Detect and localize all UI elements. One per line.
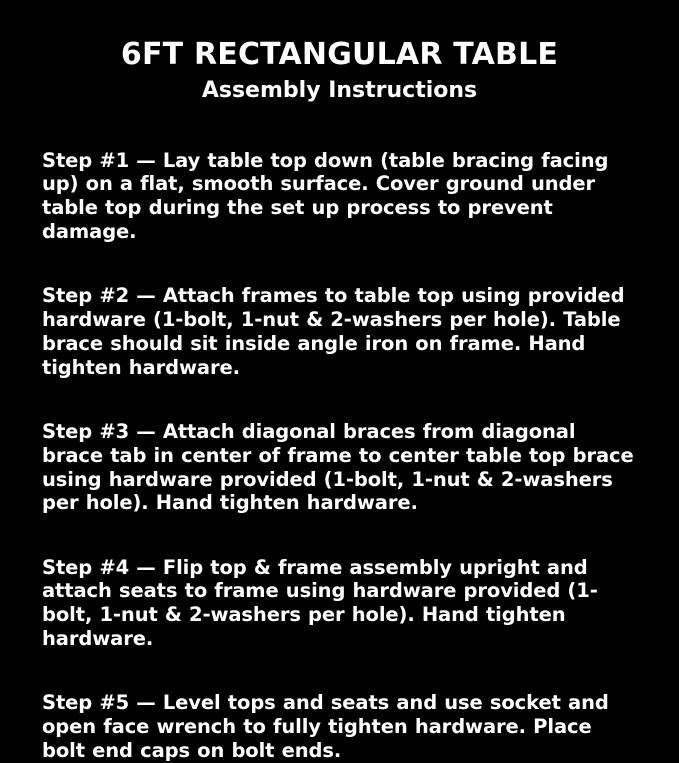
step-label: Step #4 —: [42, 555, 156, 579]
list-item: [42, 284, 637, 379]
step-label: Step #5 —: [42, 691, 156, 715]
step-text: Level tops and seats and use socket and open face wrench to fully tighten hardware. Place bolt end caps on bolt ends.: [42, 691, 609, 762]
step-text: Attach frames to table top using provided hardware (1-bolt, 1-nut & 2-washers per hole). Table brace should sit inside angle iron on frame. Hand tighten hardware.: [42, 284, 625, 379]
step-text: Lay table top down (table bracing facing up) on a flat, smooth surface. Cover ground under table top during the set up process to prevent damage.: [42, 148, 609, 244]
list-item: [42, 556, 637, 651]
list-item: [42, 691, 637, 762]
list-item: [42, 149, 637, 244]
step-label: Step #2 —: [42, 284, 156, 308]
list-item: [42, 420, 637, 515]
step-label: Step #3 —: [42, 419, 156, 443]
step-text: Flip top & frame assembly upright and attach seats to frame using hardware provided (1-bolt, 1-nut & 2-washers per hole). Hand tighten hardware.: [42, 555, 598, 650]
step-text: Attach diagonal braces from diagonal brace tab in center of frame to center table top brace using hardware provided (1-bolt, 1-nut & 2-washers per hole). Hand tighten hardware.: [42, 419, 634, 515]
page-title: 6FT RECTANGULAR TABLE: [120, 37, 559, 72]
steps-list: [42, 129, 637, 762]
page-subtitle: Assembly Instructions: [201, 78, 478, 103]
step-label: Step #1 —: [42, 148, 156, 172]
